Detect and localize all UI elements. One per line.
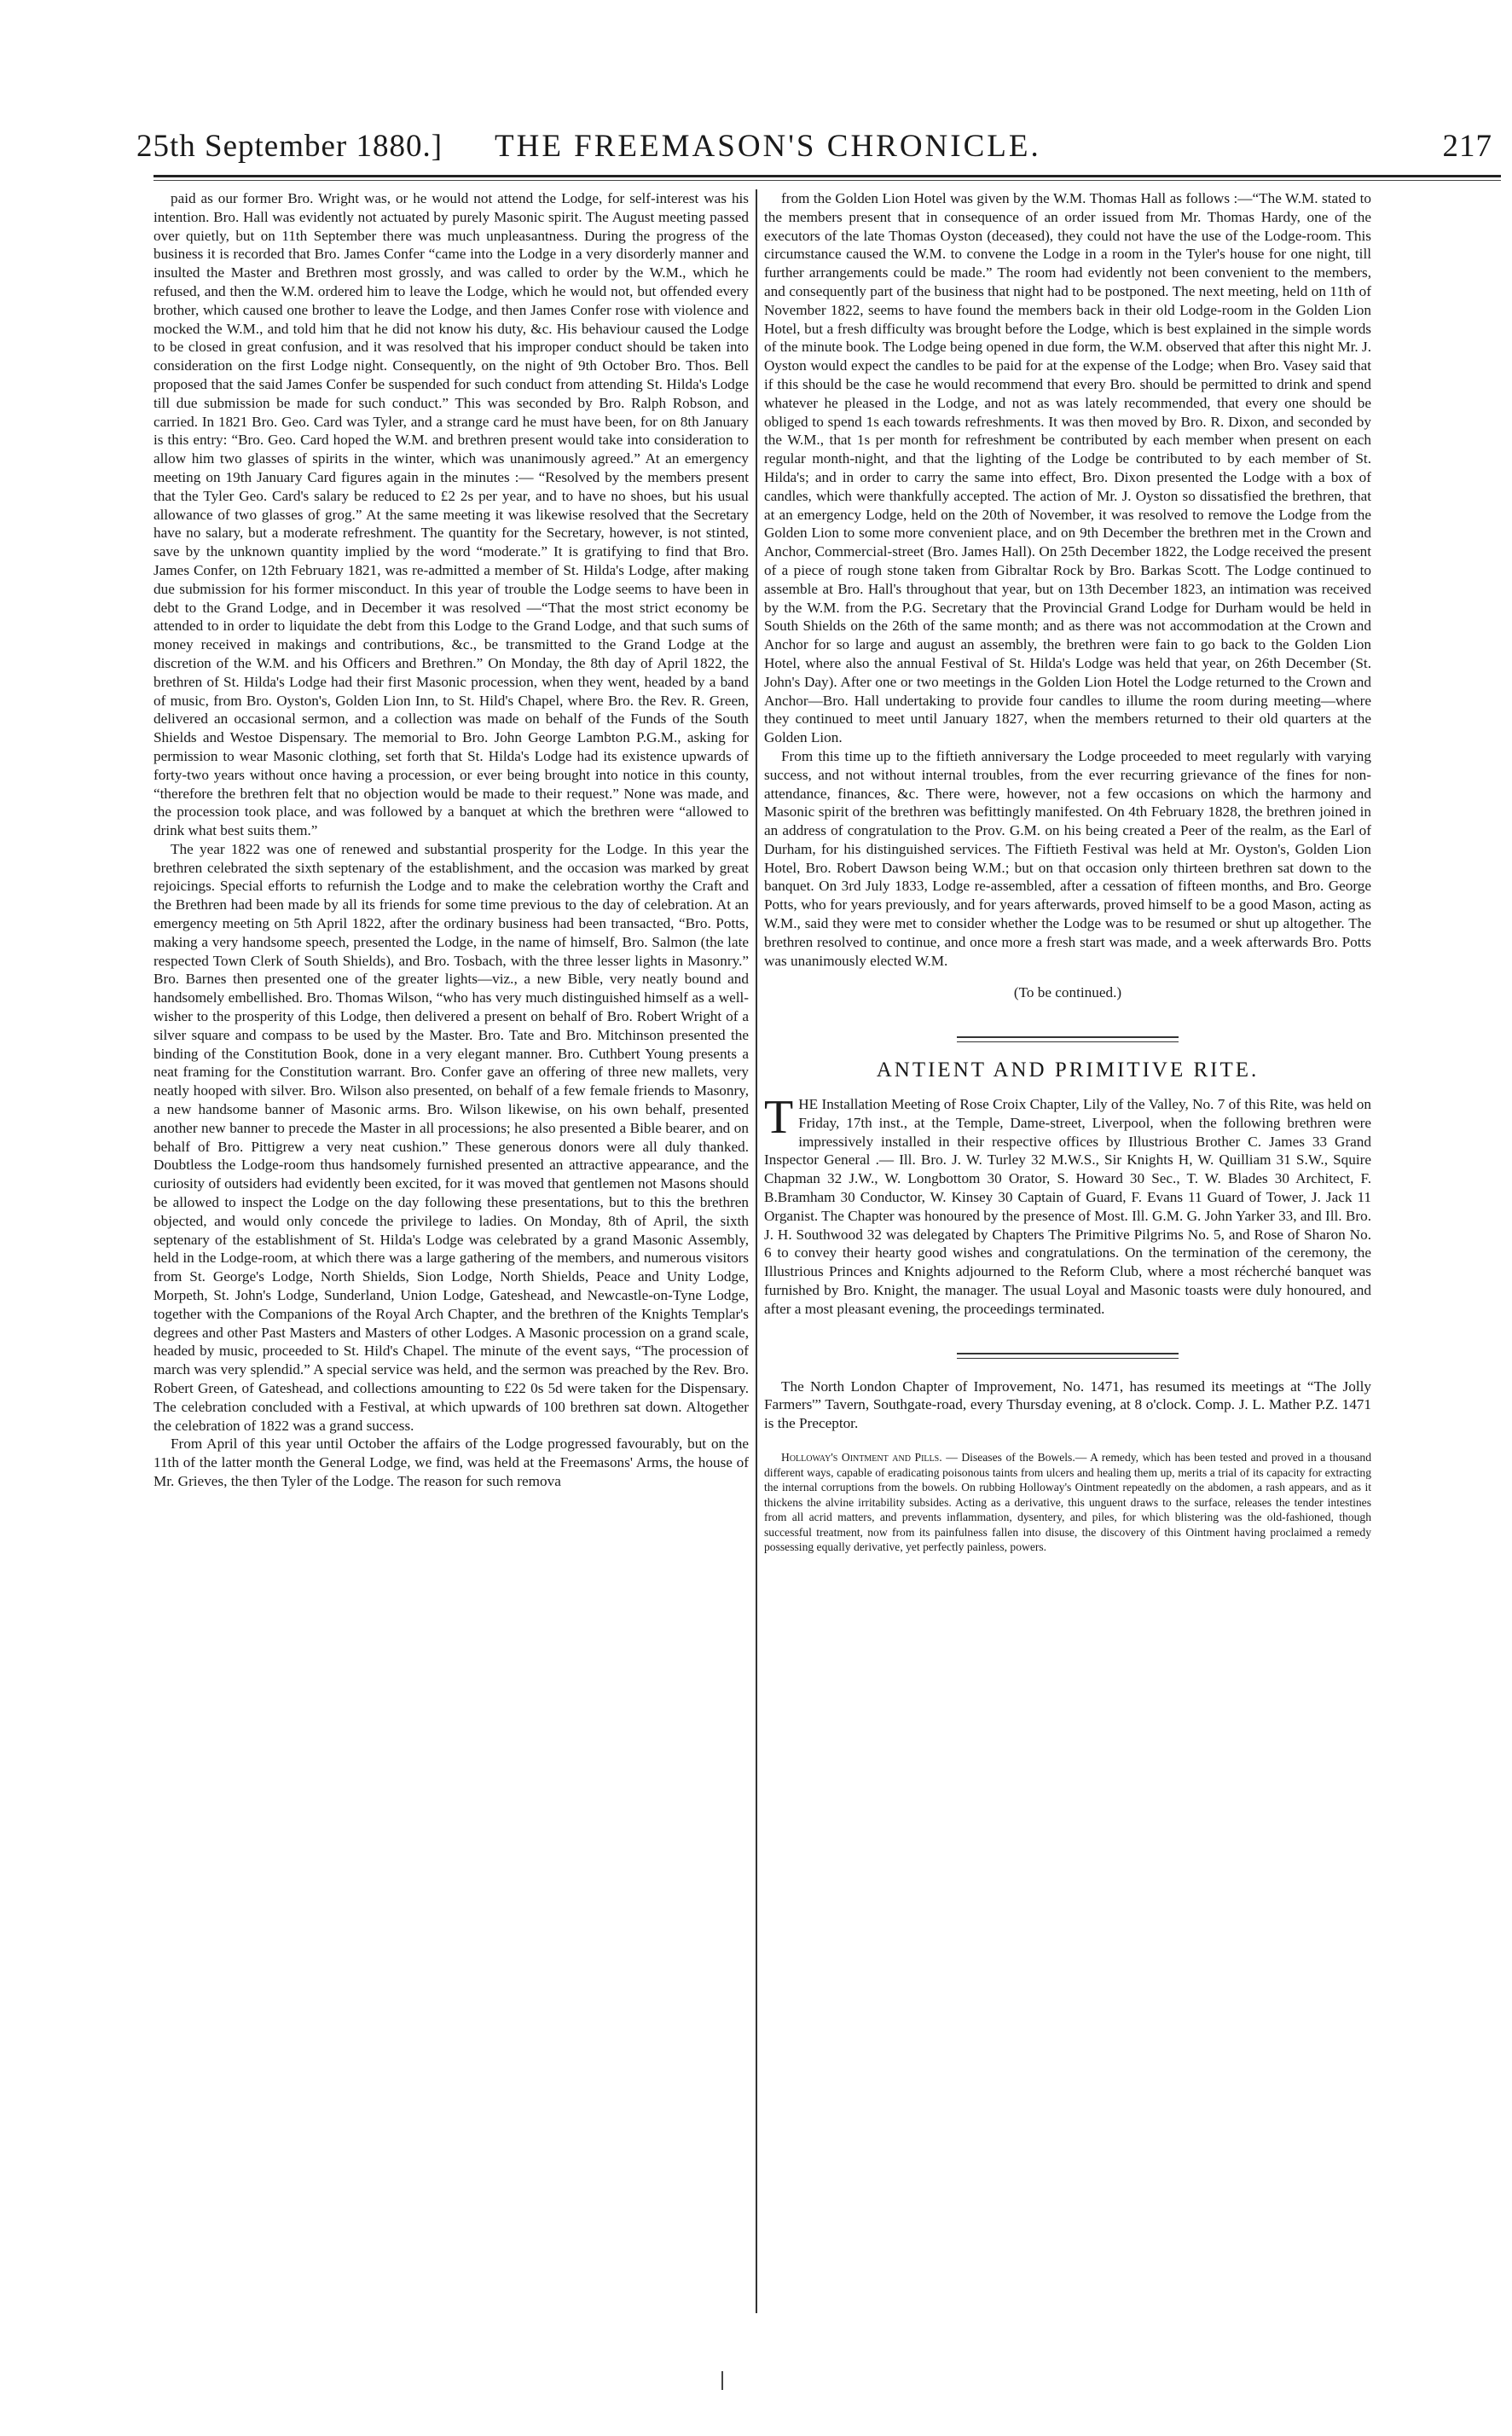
section-rule xyxy=(957,1353,1179,1354)
notice-paragraph: The North London Chapter of Improvement, No. 1471, has resumed its meetings at “The Jolly Farmers'” Tavern, Southgate-road, every Thursday evening, at 8 o'clock. Comp. J. L. Mather P.Z. 1471 is the Preceptor. xyxy=(764,1378,1371,1432)
masthead xyxy=(136,128,1509,181)
issue-date: 25th September 1880.] xyxy=(136,129,443,164)
advertisement-title: Holloway's Ointment and Pills. xyxy=(781,1451,942,1464)
article-paragraph: paid as our former Bro. Wright was, or he would not attend the Lodge, for self-interest was his intention. Bro. Hall was evidently not actuated by purely Masonic spirit. The August meeting passed over quietly, but on 11th September there was much unpleasantness. During the progress of the business it is recorded that Bro. James Confer “came into the Lodge in a very disorderly manner and insulted the Master and Brethren most grossly, and was called to order by the W.M., which he refused, and then the W.M. ordered him to leave the Lodge, which he would not, but offended every brother, which caused one brother to leave the Lodge, and then James Confer rose with violence and mocked the W.M., and told him that he did not know his duty, &c. His behaviour caused the Lodge to be closed in great confusion, and it was resolved that his improper conduct should be taken into consideration on the first Lodge night. Consequently, on the night of 9th October Bro. Thos. Bell proposed that the said James Confer be suspended for such conduct from attending St. Hilda's Lodge till due submission be made for such conduct.” This was seconded by Bro. Ralph Robson, and carried. In 1821 Bro. Geo. Card was Tyler, and a strange card he must have been, for on 8th January is this entry: “Bro. Geo. Card hoped the W.M. and brethren present would take into consideration to allow him two glasses of spirits in the winter, which was unanimously agreed.” At an emergency meeting on 19th January Card figures again in the minutes :— “Resolved by the members present that the Tyler Geo. Card's salary be reduced to £2 2s per year, and to have no shoes, but his usual allowance of two glasses of grog.” At the same meeting it was likewise resolved that the Secretary have no salary, but a moderate refreshment. The quantity for the Secretary, however, is not stinted, save by the unknown quantity implied by the word “moderate.” It is gratifying to find that Bro. James Confer, on 12th February 1821, was re-admitted a member of St. Hilda's Lodge, after making due submission for his former misconduct. In this year of trouble the Lodge seems to have been in debt to the Grand Lodge, and in December it was resolved —“That the most strict economy be attended to in order to liquidate the debt from this Lodge to the Grand Lodge, and that such sums of money received in makings and contributions, &c., be transmitted to the Grand Lodge at the discretion of the W.M. and his Officers and Brethren.” On Monday, the 8th day of April 1822, the brethren of St. Hilda's Lodge had their first Masonic procession, when they went, headed by a band of music, from Bro. Oyston's, Golden Lion Inn, to St. Hild's Chapel, where Bro. the Rev. R. Green, delivered an occasional sermon, and a collection was made on behalf of the Funds of the South Shields and Westoe Dispensary. The memorial to Bro. John George Lambton P.G.M., asking for permission to wear Masonic clothing, set forth that St. Hilda's Lodge had its existence upwards of forty-two years without once having a procession, or ever being brought into notice in this county, “therefore the brethren felt that no objection would be made to their request.” None was made, and the procession took place, and was followed by a banquet at which the brethren were “allowed to drink what best suits them.” xyxy=(154,190,749,839)
column-divider xyxy=(756,189,757,2313)
section-rule-thin xyxy=(957,1358,1179,1359)
publication-title: THE FREEMASON'S CHRONICLE. xyxy=(495,129,1041,164)
section-rule xyxy=(957,1036,1179,1038)
advertisement-text: — Diseases of the Bowels.— A remedy, which has been tested and proved in a thousand different ways, capable of eradicating poisonous taints from ulcers and healing them up, merits a trial of its capacity for extracting the internal corruptions from the bowels. On rubbing Holloway's Ointment repeatedly on the abdomen, a rash appears, and as it thickens the alvine irritability subsides. Acting as a derivative, this unguent draws to the surface, releases the tender intestines from all acrid matters, and prevents inflammation, dysentery, and piles, for which blistering was the old-fashioned, though successful treatment, now from its painfulness fallen into disuse, the discovery of this Ointment having proclaimed a remedy possessing equally derivative, yet perfectly painless, powers. xyxy=(764,1451,1371,1554)
article-paragraph: From April of this year until October the affairs of the Lodge progressed favourably, but on the 11th of the latter month the General Lodge, we find, was held at the Freemasons' Arms, the house of Mr. Grieves, the then Tyler of the Lodge. The reason for such remova xyxy=(154,1436,749,1489)
page-number: 217 xyxy=(1442,129,1492,164)
drop-cap: T xyxy=(764,1091,794,1145)
section-heading: ANTIENT AND PRIMITIVE RITE. xyxy=(876,1058,1260,1082)
right-column xyxy=(764,189,1371,1555)
article-paragraph: From this time up to the fiftieth anniversary the Lodge proceeded to meet regularly with varying success, and not without internal troubles, from the ever recurring grievance of the fines for non-attendance, finances, &c. There were, however, not a few occasions on which the harmony and Masonic spirit of the brethren was befittingly manifested. On 4th February 1828, the brethren joined in an address of congratulation to the Prov. G.M. on his being created a Peer of the realm, as the Earl of Durham, for his distinguished services. The Fiftieth Festival was held at Mr. Oyston's, Golden Lion Hotel, Bro. Robert Dawson being W.M.; but on that occasion only thirteen brethren sat down to the banquet. On 3rd July 1833, Lodge re-assembled, after a cessation of fifteen months, and Bro. George Potts, who for years previously, and for years afterwards, proved himself to be a good Mason, acting as W.M., said they were met to consider whether the Lodge was to be resumed or shut up altogether. The brethren resolved to continue, and once more a fresh start was made, and a week afterwards Bro. Potts was unanimously elected W.M. xyxy=(764,747,1371,969)
continued-notice: (To be continued.) xyxy=(1013,984,1122,1001)
article-paragraph xyxy=(764,1091,1371,1319)
left-column xyxy=(154,189,749,1491)
page-foot-mark xyxy=(721,2371,723,2390)
advertisement xyxy=(764,1450,1371,1555)
header-rule-thin xyxy=(154,180,1501,181)
section-rule-thin xyxy=(957,1041,1179,1042)
article-text: HE Installation Meeting of Rose Croix Chapter, Lily of the Valley, No. 7 of this Rite, was held on Friday, 17th inst., at the Temple, Dame-street, Liverpool, when the following brethren were impressively installed in their respective offices by Illustrious Brother C. James 33 Grand Inspector General .— Ill. Bro. J. W. Turley 32 M.W.S., Sir Knights H, W. Quilliam 31 S.W., Squire Chapman 32 J.W., W. Longbottom 30 Orator, S. Howard 30 Sec., T. W. Blades 30 Architect, F. B.Bramham 30 Conductor, W. Kinsey 30 Captain of Guard, F. Evans 11 Guard of Tower, J. Jack 11 Organist. The Chapter was honoured by the presence of Most. Ill. G.M. G. John Yarker 33, and Ill. Bro. J. H. Southwood 32 was delegated by Chapters The Primitive Pilgrims No. 5, and Rose of Sharon No. 6 to convey their hearty good wishes and congratulations. On the termination of the ceremony, the Illustrious Princes and Knights adjourned to the Reform Club, where a most récherché banquet was furnished by Bro. Knight, the manager. The usual Loyal and Masonic toasts were duly honoured, and after a most pleasant evening, the proceedings terminated. xyxy=(764,1096,1371,1317)
article-paragraph: from the Golden Lion Hotel was given by the W.M. Thomas Hall as follows :—“The W.M. stated to the members present that in consequence of an order issued from Mr. Thomas Hardy, one of the executors of the late Thomas Oyston (deceased), they could not have the use of the Lodge-room. This circumstance caused the W.M. to convene the Lodge in a room in the Tyler's house for one night, till further arrangements could be made.” The room had evidently not been convenient to the members, and consequently part of the business that night had to be postponed. The next meeting, held on 11th of November 1822, seems to have found the members back in their old Lodge-room in the Golden Lion Hotel, but a fresh difficulty was brought before the Lodge, which is best explained in the simple words of the minute book. The Lodge being opened in due form, the W.M. observed that after this night Mr. J. Oyston would expect the candles to be paid for at the expense of the Lodge; when Bro. Vasey said that if this should be the case he would recommend that every Bro. should be permitted to drink and spend whatever he pleased in the Lodge, and not as was lately recommended, that every one should be obliged to spend 1s each towards refreshments. It was then moved by Bro. R. Dixon, and seconded by the W.M., that 1s per month for refreshment be contributed by each member when present on each regular month-night, and that the lighting of the Lodge be contributed to by each member of St. Hilda's; and in order to carry the same into effect, Bro. Dixon presented the Lodge with a box of candles, which were thankfully accepted. The action of Mr. J. Oyston so dissatisfied the brethren, that at an emergency Lodge, held on the 20th of November, it was resolved to remove the Lodge from the Golden Lion to some more convenient place, and on 9th December the brethren met in the Crown and Anchor, Commercial-street (Bro. James Hall). On 25th December 1822, the Lodge received the present of a piece of rough stone taken from Gibraltar Rock by Bro. Barkas Scott. The Lodge continued to assemble at Bro. Hall's throughout that year, but on 13th December 1823, an intimation was received by the W.M. from the P.G. Secretary that the Provincial Grand Lodge for Durham would be held in South Shields on the 26th of the same month; and as there was not accommodation at the Crown and Anchor for so large and august an assembly, the brethren were fain to go back to the Golden Lion Hotel, where also the annual Festival of St. Hilda's Lodge was held that year, on 26th December (St. John's Day). After one or two meetings in the Golden Lion Hotel the Lodge returned to the Crown and Anchor—Bro. Hall undertaking to provide four candles to illume the room during meeting—where they continued to meet until January 1827, when the members returned to their old quarters at the Golden Lion. xyxy=(764,190,1371,746)
article-paragraph: The year 1822 was one of renewed and substantial prosperity for the Lodge. In this year the brethren celebrated the sixth septenary of the establishment, and the occasion was marked by great rejoicings. Special efforts to refurnish the Lodge and to make the celebration worthy the Craft and the Brethren had been made by all its friends for some time previous to the day of celebration. At an emergency meeting on 5th April 1822, after the ordinary business had been transacted, “Bro. Potts, making a very handsome speech, presented the Lodge, in the name of himself, Bro. Salmon (the late respected Town Clerk of South Shields), and Bro. Tosbach, with the three lesser lights in Masonry.” Bro. Barnes then presented one of the greater lights—viz., a new Bible, very neatly bound and handsomely embellished. Bro. Thomas Wilson, “who has very much distinguished himself as a well-wisher to the prosperity of this Lodge, then delivered a present on behalf of Bro. Robert Wright of a silver square and compass to be used by the Master. Bro. Tate and Bro. Mitchinson presented the binding of the Constitution Book, done in a very elegant manner. Bro. Cuthbert Young presents a neat framing for the Constitution warrant. Bro. Confer gave an offering of three new mallets, very neatly hooped with silver. Bro. Wilson also presented, on behalf of a few female friends to Masonry, a new handsome banner of Masonic arms. Bro. Wilson likewise, on his own behalf, presented another new banner to precede the Master in all processions; he also presented a Bible bearer, and on behalf of Bro. Pittigrew a very neat cushion.” These generous donors were all duly thanked. Doubtless the Lodge-room thus handsomely furnished presented an attractive appearance, and the curiosity of outsiders had evidently been excited, for it was moved that gentlemen not Masons should be allowed to inspect the Lodge on the day following these presentations, but to this the brethren objected, and would only concede the privilege to ladies. On Monday, 8th of April, the sixth septenary of the establishment of St. Hilda's Lodge was celebrated by a grand Masonic Assembly, held in the Lodge-room, at which there was a large gathering of the members, and numerous visitors from St. George's Lodge, North Shields, Sion Lodge, North Shields, Peace and Unity Lodge, Morpeth, St. John's Lodge, Sunderland, Union Lodge, Gateshead, and Newcastle-on-Tyne Lodge, together with the Companions of the Royal Arch Chapter, and the brethren of the Knights Templar's degrees and other Past Masters and Masters of other Lodges. A Masonic procession on a grand scale, headed by music, proceeded to St. Hild's Chapel. The minute of the event says, “The procession of march was very splendid.” A special service was held, and the sermon was preached by the Rev. Bro. Robert Green, of Gateshead, and collections amounting to £22 0s 5d were taken for the Dispensary. The celebration concluded with a Festival, at which upwards of 100 brethren sat down. Altogether the celebration of 1822 was a grand success. xyxy=(154,840,749,1434)
header-rule xyxy=(154,175,1501,177)
